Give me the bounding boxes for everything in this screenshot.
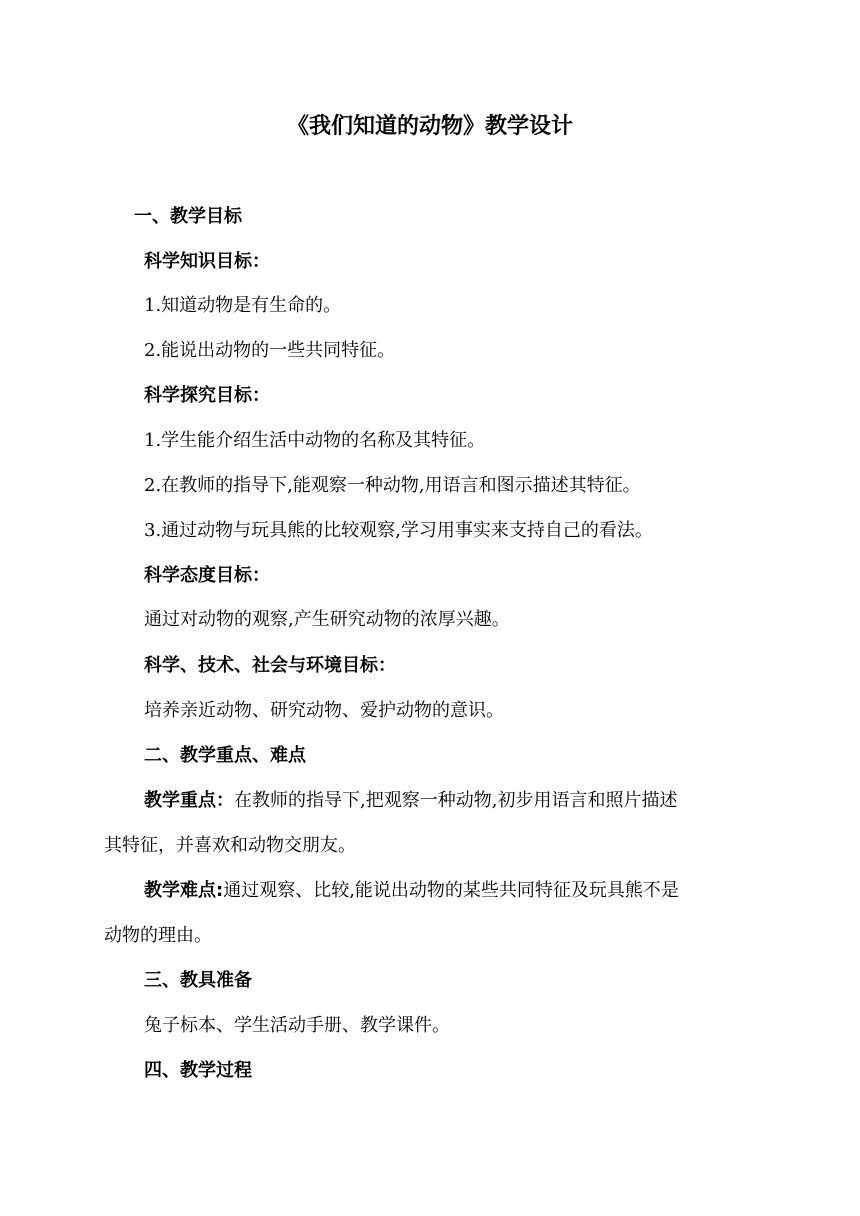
section-heading-process: 四、教学过程 [144,1060,252,1081]
difficulty-paragraph [144,879,679,903]
knowledge-goal-item: 1.知道动物是有生命的。 [144,295,342,316]
difficulty-text-continued: 动物的理由。 [104,925,212,946]
materials-text: 兔子标本、学生活动手册、教学课件。 [144,1015,450,1036]
sts-goal-text: 培养亲近动物、研究动物、爱护动物的意识。 [144,700,504,721]
inquiry-goal-item: 2.在教师的指导下,能观察一种动物,用语言和图示描述其特征。 [144,475,641,496]
section-heading-materials: 三、教具准备 [144,970,252,991]
attitude-goal-label: 科学态度目标： [144,565,270,586]
difficulty-label: 教学难点: [144,880,224,901]
inquiry-goal-item: 3.通过动物与玩具熊的比较观察,学习用事实来支持自己的看法。 [144,520,653,541]
key-point-paragraph [144,789,677,813]
inquiry-goal-label: 科学探究目标： [144,385,270,406]
key-point-text: 在教师的指导下,把观察一种动物,初步用语言和照片描述 [234,790,678,811]
attitude-goal-text: 通过对动物的观察,产生研究动物的浓厚兴趣。 [144,609,510,630]
key-point-label: 教学重点： [144,790,234,811]
section-heading-key-points: 二、教学重点、难点 [144,745,306,766]
page-title: 《我们知道的动物》教学设计 [286,114,573,139]
key-point-text-continued: 其特征，并喜欢和动物交朋友。 [104,835,356,856]
section-heading-goals: 一、教学目标 [134,206,242,227]
difficulty-text: 通过观察、比较,能说出动物的某些共同特征及玩具熊不是 [223,880,679,901]
sts-goal-label: 科学、技术、社会与环境目标： [144,655,396,676]
knowledge-goal-item: 2.能说出动物的一些共同特征。 [144,340,396,361]
inquiry-goal-item: 1.学生能介绍生活中动物的名称及其特征。 [144,430,486,451]
knowledge-goal-label: 科学知识目标： [144,251,270,272]
